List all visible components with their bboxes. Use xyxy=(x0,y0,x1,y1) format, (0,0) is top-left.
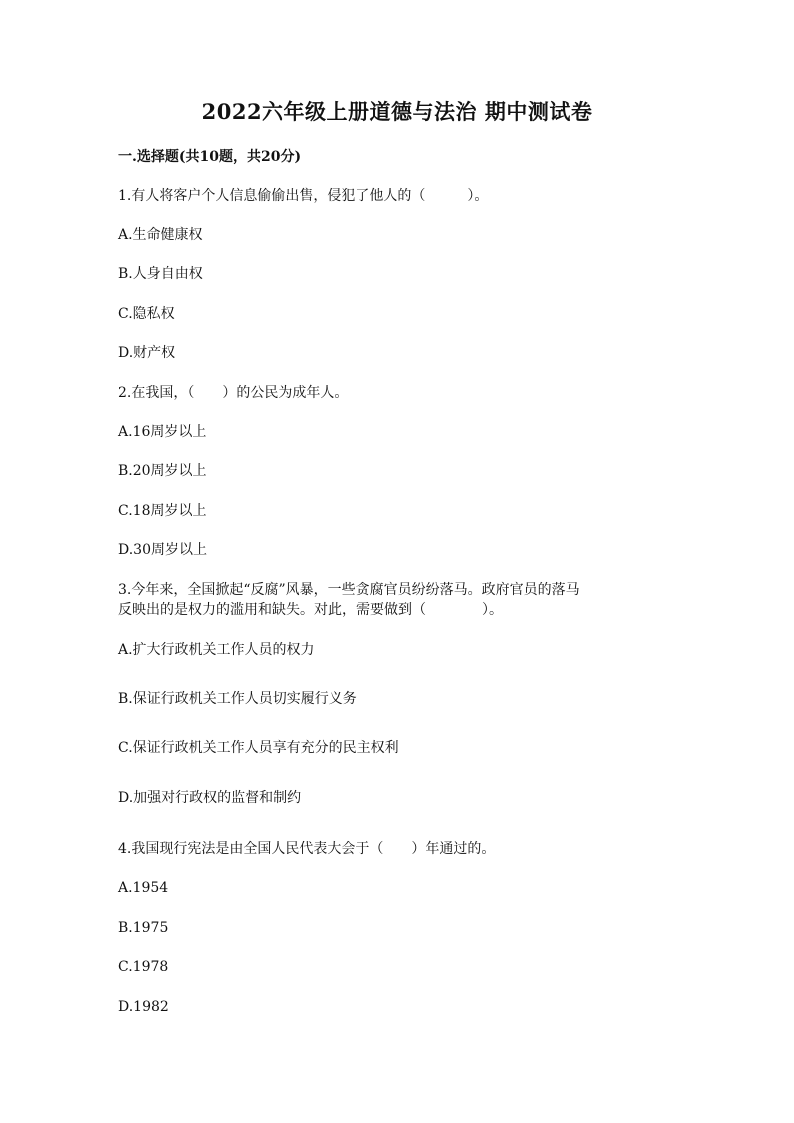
question-3-stem-line-1: 3.今年来，全国掀起“反腐”风暴，一些贪腐官员纷纷落马。政府官员的落马 xyxy=(118,582,580,598)
question-3-option-a: A.扩大行政机关工作人员的权力 xyxy=(118,642,315,658)
question-2-option-a: A.16周岁以上 xyxy=(118,424,207,440)
question-2-option-b: B.20周岁以上 xyxy=(118,463,207,479)
question-1-option-b: B.人身自由权 xyxy=(118,266,203,282)
page-title: 2022六年级上册道德与法治 期中测试卷 xyxy=(201,99,593,124)
question-1-option-c: C.隐私权 xyxy=(118,306,175,322)
section-heading: 一.选择题(共10题，共20分) xyxy=(118,149,302,165)
question-4-option-c: C.1978 xyxy=(118,959,169,975)
question-1-option-d: D.财产权 xyxy=(118,345,176,361)
question-4-option-b: B.1975 xyxy=(118,920,169,936)
question-3-stem-line-2: 反映出的是权力的滥用和缺失。对此，需要做到（ ）。 xyxy=(118,602,503,618)
question-3-option-d: D.加强对行政权的监督和制约 xyxy=(118,790,302,806)
question-3-option-b: B.保证行政机关工作人员切实履行义务 xyxy=(118,691,357,707)
question-4-option-d: D.1982 xyxy=(118,999,169,1015)
question-2-stem: 2.在我国，（ ）的公民为成年人。 xyxy=(118,385,349,401)
question-2-option-c: C.18周岁以上 xyxy=(118,503,207,519)
question-4-option-a: A.1954 xyxy=(118,880,169,896)
question-3-option-c: C.保证行政机关工作人员享有充分的民主权利 xyxy=(118,740,399,756)
question-1-option-a: A.生命健康权 xyxy=(118,227,203,243)
question-1-stem: 1.有人将客户个人信息偷偷出售，侵犯了他人的（ ）。 xyxy=(118,188,489,204)
question-4-stem: 4.我国现行宪法是由全国人民代表大会于（ ）年通过的。 xyxy=(118,841,496,857)
question-2-option-d: D.30周岁以上 xyxy=(118,542,207,558)
